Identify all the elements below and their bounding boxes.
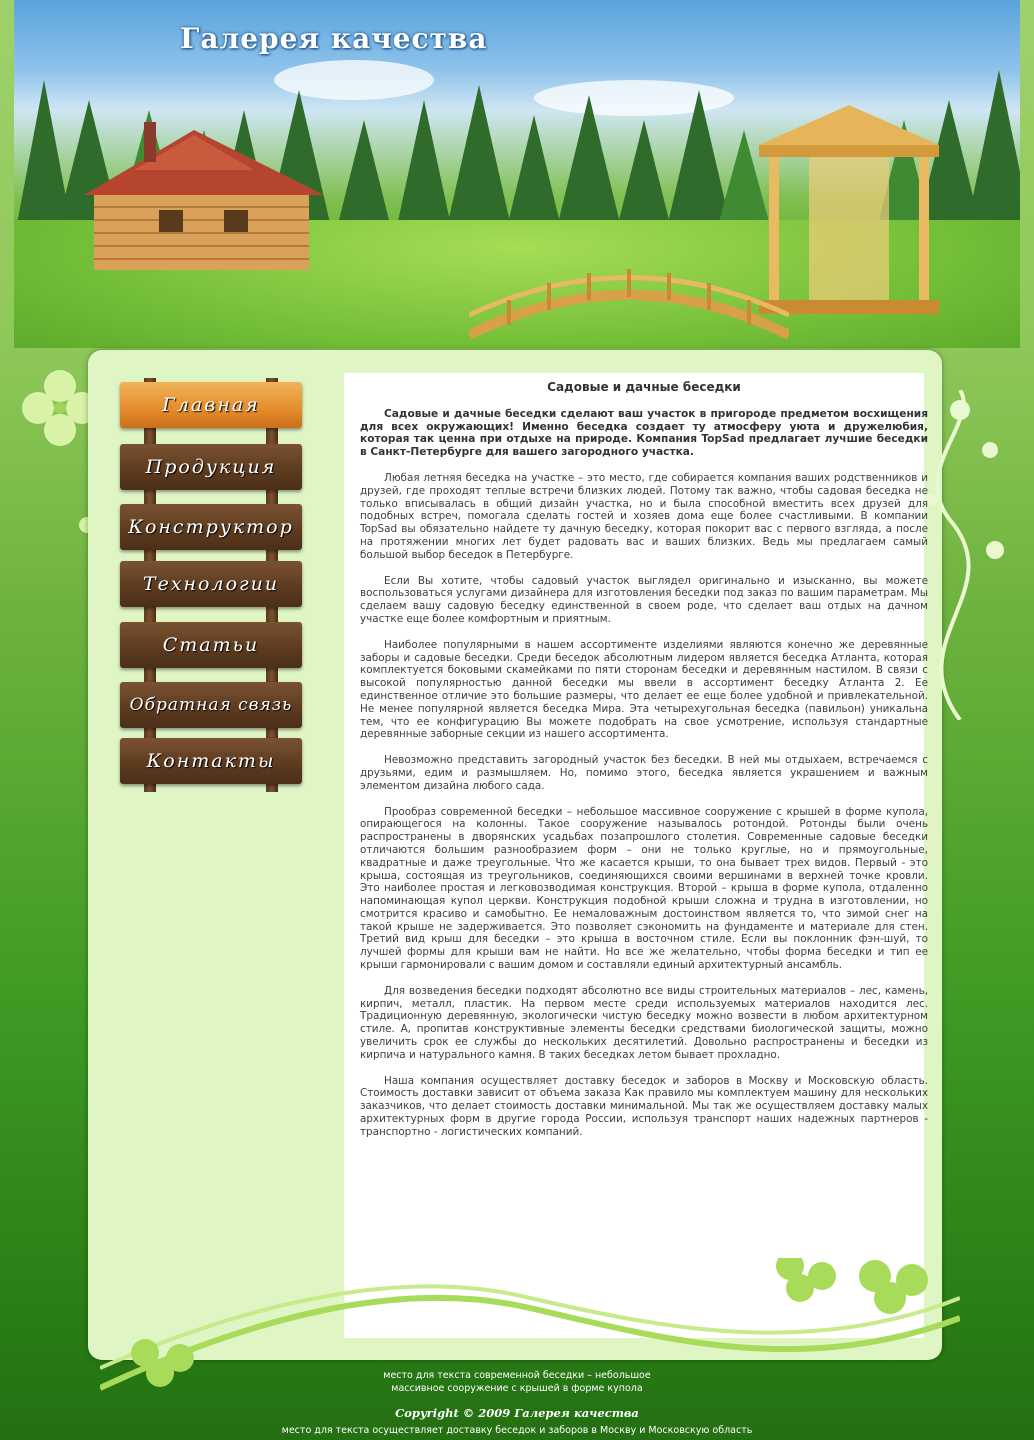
article-paragraph: Если Вы хотите, чтобы садовый участок выглядел оригинально и изысканно, вы можете воспользоваться услугами дизайнера для изготовления беседки под заказ по вашим параметрам. Мы сделаем вашу садовую беседку единственной в своем роде, что сделает ваш отдых на дачном участке еще более комфортным и приятным. <box>360 574 928 625</box>
article-title: Садовые и дачные беседки <box>547 380 741 394</box>
article-lead: Садовые и дачные беседки сделают ваш участок в пригороде предметом восхищения для всех окружающих! Именно беседка создает ту атмосферу уюта и дружелюбия, которая так ценна при отдыхе на природе. Компания TopSad предлагает лучшие беседки в Санкт-Петербурге для вашего загородного участка. <box>360 407 928 459</box>
nav-item-home[interactable]: Главная <box>120 382 302 428</box>
article-paragraph: Любая летняя беседка на участке – это место, где собирается компания ваших родственников и друзей, где проходят теплые встречи близких людей. Потому так важно, чтобы садовая беседка не только вписывалась в общий дизайн участка, но и была способной вместить всех друзей для подобных встреч, помогала сделать гостей и хозяев дома еще более счастливыми. В компании TopSad вы обязательно найдете ту дачную беседку, которая покорит вас с первого взгляда, а после на протяжении многих лет будет радовать вас и ваших близких. Ведь мы предлагаем самый большой выбор беседок в Петербурге. <box>360 471 928 561</box>
article-paragraph: Наша компания осуществляет доставку беседок и заборов в Москву и Московскую область. Стоимость доставки зависит от объема заказа Как правило мы комплектуем машину для нескольких заказчиков, что делает стоимость доставки минимальной. Мы так же осуществляем доставку малых архитектурных форм в другие города России, используя транспорт наших надежных партнеров - транспортно - логистических компаний. <box>360 1074 928 1138</box>
footer-line-3: место для текста осуществляет доставку беседок и заборов в Москву и Московскую область <box>281 1425 753 1436</box>
nav-item-feedback[interactable]: Обратная связь <box>120 682 302 728</box>
bridge-illustration <box>469 255 789 345</box>
nav-item-articles[interactable]: Статьи <box>120 622 302 668</box>
header-banner <box>14 0 1020 348</box>
main-navigation <box>120 378 302 798</box>
article-paragraph: Невозможно представить загородный участок без беседки. В ней мы отдыхаем, встречаемся с друзьями, едим и размышляем. Но, помимо этого, беседка является украшением и важным элементом дизайна любого сада. <box>360 754 928 792</box>
nav-item-technologies[interactable]: Технологии <box>120 561 302 607</box>
site-title: Галерея качества <box>180 22 488 55</box>
article <box>344 373 938 1152</box>
article-paragraph: Прообраз современной беседки – небольшое массивное сооружение с крышей в форме купола, опирающегося на колонны. Такое сооружение называлось ротондой. Ротонды были очень распространены в дворянских усадьбах позапрошлого столетия. Современные садовые беседки отличаются большим разнообразием форм – они не только круглые, но и прямоугольные, квадратные и даже треугольные. Что же касается крыши, то она бывает трех видов. Первый - это крыша, состоящая из треугольников, соединяющихся своими вершинами в верхней точке кровли. Это наиболее простая и легковозводимая конструкция. Второй – крыша в форме купола, отдаленно напоминающая купол церкви. Конструкция подобной крыши сложна и трудна в изготовлении, но смотрится красиво и самобытно. Ее немаловажным достоинством является то, что зимой снег на такой крыше не задерживается. Это позволяет сэкономить на фундаменте и материале для стен. Третий вид крыш для беседки – это крыша в восточном стиле. Если вы поклонник фэн-шуй, то лучшей формы для крыши вам не найти. Но все же желательно, чтобы форма беседки и тип ее крыши гармонировали с вашим домом и составляли единый архитектурный ансамбль. <box>360 805 928 972</box>
footer-line-2: массивное сооружение с крышей в форме купола <box>391 1383 643 1394</box>
article-paragraph: Для возведения беседки подходят абсолютно все виды строительных материалов – лес, камень, кирпич, металл, пластик. На первом месте среди используемых материалов находится лес. Традиционную деревянную, экологически чистую беседку можно возвести в любом архитектурном стиле. А, пропитав конструктивные элементы беседки средствами биологической защиты, можно увеличить срок ее службы до нескольких десятилетий. Довольно распространены и беседки из кирпича и натурального камня. В таких беседках летом бывает прохладно. <box>360 984 928 1061</box>
nav-item-products[interactable]: Продукция <box>120 444 302 490</box>
nav-item-contacts[interactable]: Контакты <box>120 738 302 784</box>
copyright: Copyright © 2009 Галерея качества <box>395 1406 639 1420</box>
footer-line-1: место для текста современной беседки – небольшое <box>383 1370 651 1381</box>
content-area <box>344 373 928 1338</box>
log-house-illustration <box>74 110 334 280</box>
nav-item-constructor[interactable]: Конструктор <box>120 504 302 550</box>
article-paragraph: Наиболее популярными в нашем ассортименте изделиями являются конечно же деревянные заборы и садовые беседки. Среди беседок абсолютным лидером является беседка Атланта, которая комплектуется боковыми скамейками по пяти сторонам беседки и деревянным настилом. В связи с высокой популярностью данной беседки мы ввели в ассортимент беседку Атланта 2. Ее единственное отличие это большие размеры, что делает ее еще более удобной и привлекательной. Не менее популярной является беседка Мира. Эта четырехугольная беседка (павильон) уникальна тем, что ее конфигурацию Вы можете подобрать на свое усмотрение, используя стандартные деревянные заборные секции из нашего ассортимента. <box>360 638 928 741</box>
